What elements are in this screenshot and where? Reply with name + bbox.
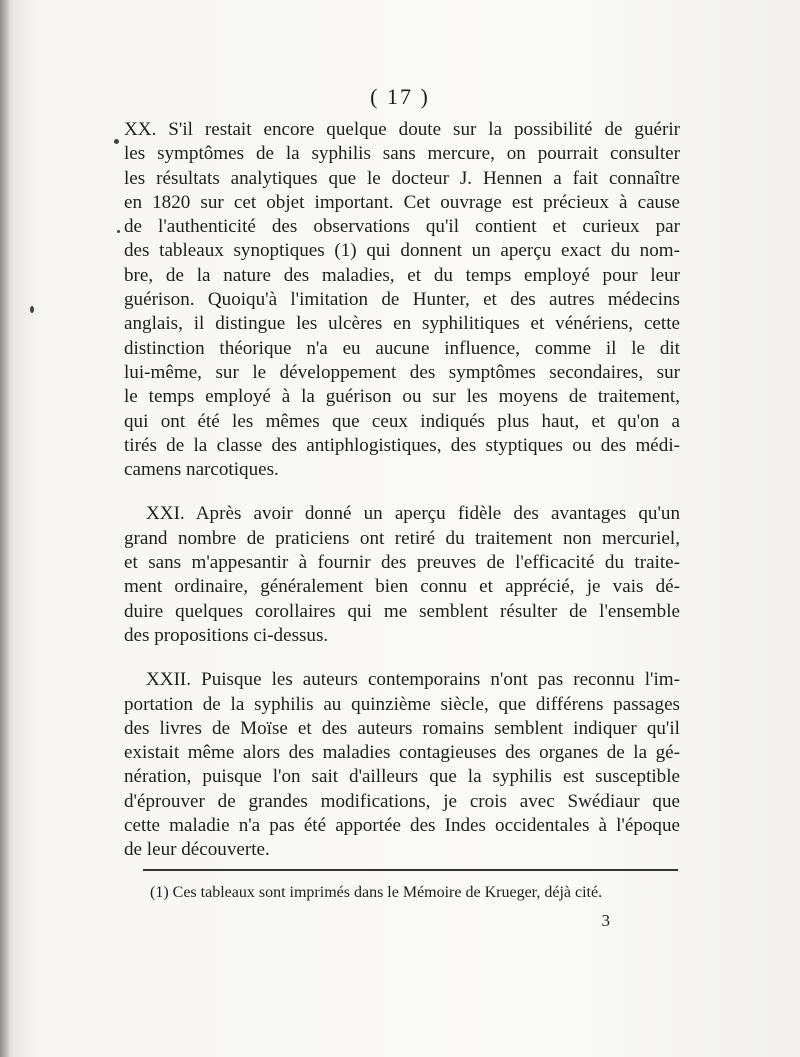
text-line: les symptômes de la syphilis sans mercure, on pourrait consulter — [124, 143, 680, 165]
text-line: cette maladie n'a pas été apportée des Indes occidentales à l'époque — [124, 815, 680, 837]
text-line: en 1820 sur cet objet important. Cet ouvrage est précieux à cause — [124, 191, 680, 213]
text-line: de leur découverte. — [124, 839, 270, 861]
signature-mark: 3 — [601, 911, 610, 930]
paragraph-xx — [124, 118, 680, 482]
text-line: de l'authenticité des observations qu'il contient et curieux par — [124, 216, 680, 238]
text-line: XX. S'il restait encore quelque doute sur la possibilité de guérir — [124, 119, 680, 140]
page-number: ( 17 ) — [370, 84, 430, 109]
text-line: ment ordinaire, généralement bien connu et apprécié, je vais dé- — [124, 576, 680, 598]
text-line: lui-même, sur le développement des symptômes secondaires, sur — [124, 361, 680, 383]
footnote-rule — [143, 869, 678, 871]
text-line: des livres de Moïse et des auteurs romains semblent indiquer qu'il — [124, 717, 680, 739]
text-line: bre, de la nature des maladies, et du temps employé pour leur — [124, 264, 680, 286]
text-line: nération, puisque l'on sait d'ailleurs que la syphilis est susceptible — [124, 766, 680, 788]
text-line: qui ont été les mêmes que ceux indiqués plus haut, et qu'on a — [124, 410, 680, 432]
text-line: distinction théorique n'a eu aucune influence, comme il le dit — [124, 337, 680, 359]
paragraph-xxii — [124, 668, 680, 862]
text-line: et sans m'appesantir à fournir des preuves de l'efficacité du traite- — [124, 552, 680, 574]
text-line: grand nombre de praticiens ont retiré du traitement non mercuriel, — [124, 527, 680, 549]
footnote: (1) Ces tableaux sont imprimés dans le Mémoire de Krueger, déjà cité. — [150, 884, 603, 901]
ink-spot — [114, 139, 119, 144]
text-line: existait même alors des maladies contagieuses des organes de la gé- — [124, 742, 680, 764]
section-gap — [124, 648, 680, 668]
text-line: XXI. Après avoir donné un aperçu fidèle des avantages qu'un — [146, 503, 680, 525]
page-edge-shadow — [0, 0, 10, 1057]
text-line: duire quelques corollaires qui me semblent résulter de l'ensemble — [124, 600, 680, 622]
ink-spot — [117, 230, 120, 233]
text-line: des propositions ci-dessus. — [124, 624, 329, 646]
text-line: d'éprouver de grandes modifications, je crois avec Swédiaur que — [124, 790, 680, 812]
paragraph-xxi — [124, 502, 680, 648]
text-line: les résultats analytiques que le docteur J. Hennen a fait connaître — [124, 167, 680, 189]
text-line: guérison. Quoiqu'à l'imitation de Hunter, et des autres médecins — [124, 289, 680, 311]
text-line: le temps employé à la guérison ou sur les moyens de traitement, — [124, 386, 680, 408]
text-line: anglais, il distingue les ulcères en syphilitiques et vénériens, cette — [124, 313, 680, 335]
body-text — [124, 118, 680, 863]
ink-spot — [30, 306, 34, 313]
section-gap — [124, 482, 680, 502]
text-line: XXII. Puisque les auteurs contemporains n'ont pas reconnu l'im- — [146, 669, 680, 691]
text-line: tirés de la classe des antiphlogistiques, des styptiques ou des médi- — [124, 434, 680, 456]
text-line: des tableaux synoptiques (1) qui donnent un aperçu exact du nom- — [124, 240, 680, 262]
text-line: camens narcotiques. — [124, 459, 279, 481]
text-line: portation de la syphilis au quinzième siècle, que différens passages — [124, 693, 680, 715]
